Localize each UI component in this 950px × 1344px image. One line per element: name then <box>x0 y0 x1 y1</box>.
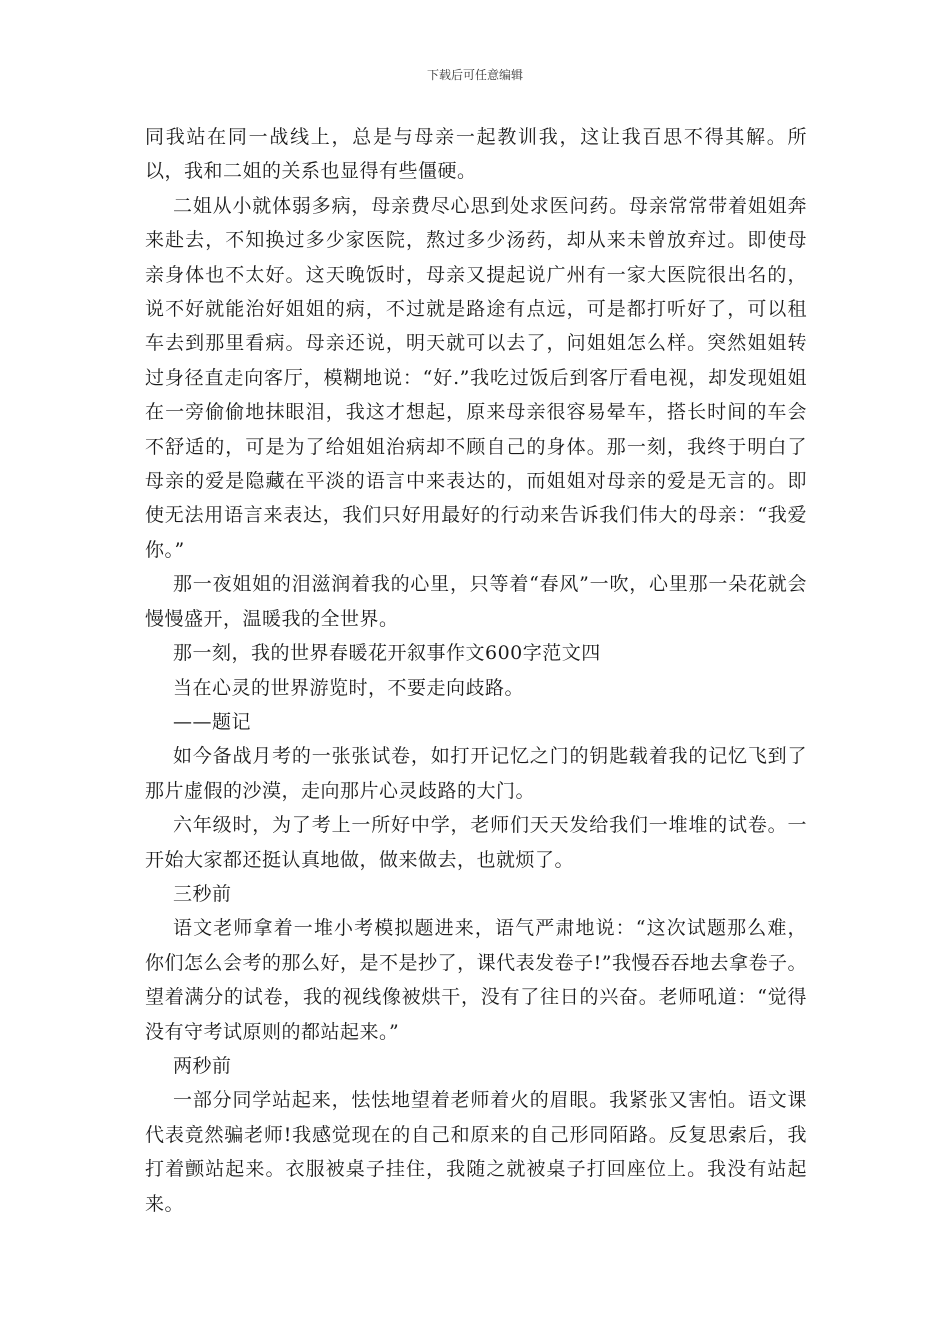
paragraph: 那一夜姐姐的泪滋润着我的心里，只等着“春风”一吹，心里那一朵花就会慢慢盛开，温暖我的全世界。 <box>145 573 807 630</box>
paragraph: 如今备战月考的一张张试卷，如打开记忆之门的钥匙载着我的记忆飞到了那片虚假的沙漠，走向那片心灵歧路的大门。 <box>145 745 807 802</box>
article-body <box>145 120 807 1221</box>
paragraph: 两秒前 <box>173 1054 232 1077</box>
page-header: 下载后可任意编辑 <box>426 68 523 82</box>
paragraph: 那一刻，我的世界春暖花开叙事作文600字范文四 <box>173 642 601 665</box>
paragraph: 二姐从小就体弱多病，母亲费尽心思到处求医问药。母亲常常带着姐姐奔来赴去，不知换过多少家医院，熬过多少汤药，却从来未曾放弃过。即使母亲身体也不太好。这天晚饭时，母亲又提起说广州有一家大医院很出名的，说不好就能治好姐姐的病，不过就是路途有点远，可是都打听好了，可以租车去到那里看病。母亲还说，明天就可以去了，问姐姐怎么样。突然姐姐转过身径直走向客厅，模糊地说：“好.”我吃过饭后到客厅看电视，却发现姐姐在一旁偷偷地抹眼泪，我这才想起，原来母亲很容易晕车，搭长时间的车会不舒适的，可是为了给姐姐治病却不顾自己的身体。那一刻，我终于明白了母亲的爱是隐藏在平淡的语言中来表达的，而姐姐对母亲的爱是无言的。即使无法用语言来表达，我们只好用最好的行动来告诉我们伟大的母亲：“我爱你。” <box>145 194 807 561</box>
paragraph: ——题记 <box>173 710 252 733</box>
paragraph: 一部分同学站起来，怯怯地望着老师着火的眉眼。我紧张又害怕。语文课代表竟然骗老师!我感觉现在的自己和原来的自己形同陌路。反复思索后，我打着颤站起来。衣服被桌子挂住，我随之就被桌子打回座位上。我没有站起来。 <box>145 1089 807 1215</box>
paragraph: 同我站在同一战线上，总是与母亲一起教训我，这让我百思不得其解。所以，我和二姐的关系也显得有些僵硬。 <box>145 126 807 183</box>
paragraph: 三秒前 <box>173 882 232 905</box>
paragraph: 当在心灵的世界游览时，不要走向歧路。 <box>173 676 525 699</box>
paragraph: 语文老师拿着一堆小考模拟题进来，语气严肃地说：“这次试题那么难，你们怎么会考的那么好，是不是抄了，课代表发卷子!”我慢吞吞地去拿卷子。望着满分的试卷，我的视线像被烘干，没有了往日的兴奋。老师吼道：“觉得没有守考试原则的都站起来。” <box>145 917 807 1043</box>
paragraph: 六年级时，为了考上一所好中学，老师们天天发给我们一堆堆的试卷。一开始大家都还挺认真地做，做来做去，也就烦了。 <box>145 814 807 871</box>
